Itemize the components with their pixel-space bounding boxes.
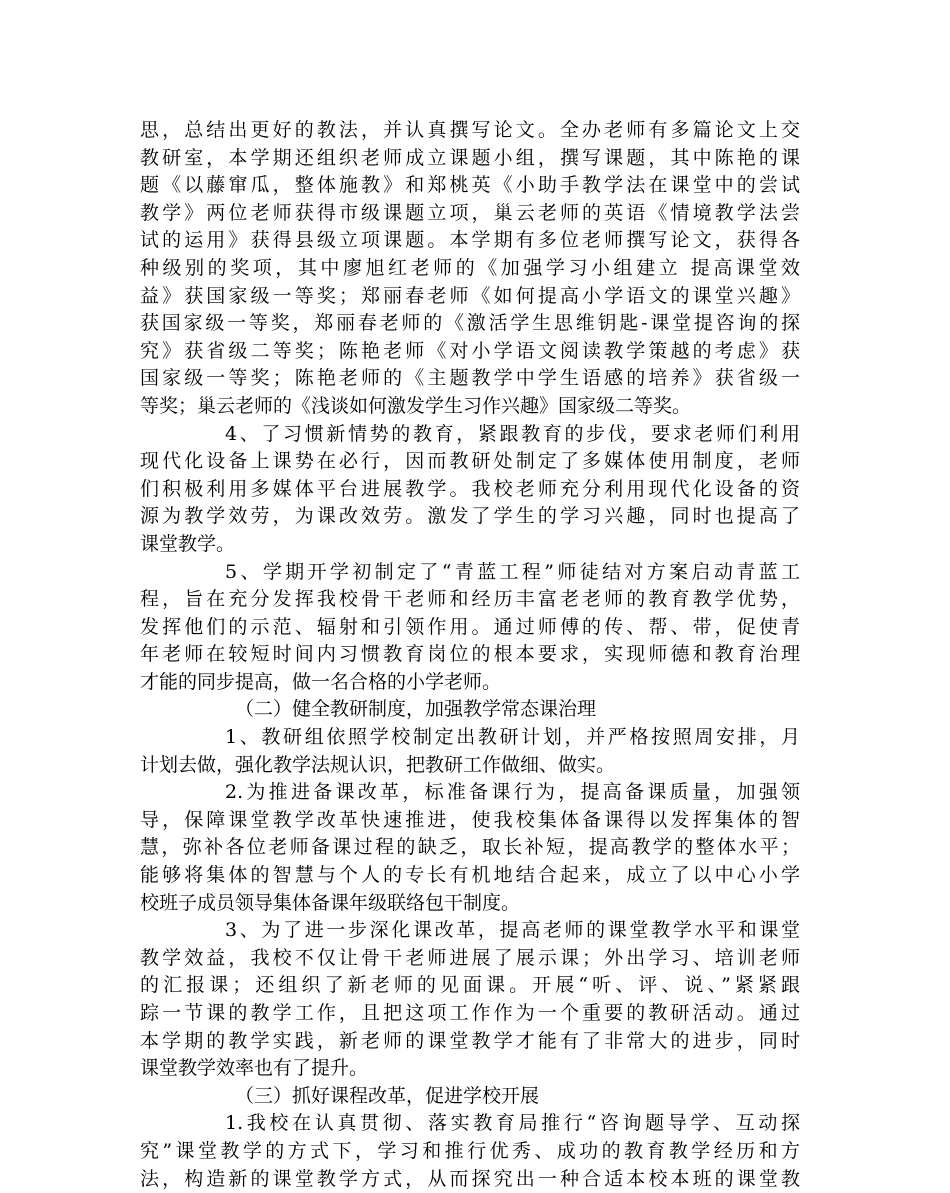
document-body-text [140, 117, 800, 1193]
paragraph-line: 导，保障课堂教学改革快速推进，使我校集体备课得以发挥集体的智 [140, 808, 800, 831]
paragraph-line: 试的运用》获得县级立项课题。本学期有多位老师撰写论文，获得各 [140, 229, 800, 252]
paragraph-line: 们积极利用多媒体平台进展教学。我校老师充分利用现代化设备的资 [140, 477, 800, 500]
paragraph-line: 获国家级一等奖，郑丽春老师的《激活学生思维钥匙-课堂提咨询的探 [140, 312, 800, 335]
paragraph-line: 计划去做，强化教学法规认识，把教研工作做细、做实。 [140, 753, 616, 776]
paragraph-line: 源为教学效劳，为课改效劳。激发了学生的学习兴趣，同时也提高了 [140, 505, 800, 528]
paragraph-line: 5、学期开学初制定了“青蓝工程”师徒结对方案启动青蓝工 [225, 560, 800, 583]
paragraph-line: 本学期的教学实践，新老师的课堂教学才能有了非常大的进步，同时 [140, 1029, 800, 1052]
paragraph-line: 踪一节课的教学工作，且把这项工作作为一个重要的教研活动。通过 [140, 1002, 800, 1024]
section-heading: （三）抓好课程改革，促进学校开展 [235, 1084, 540, 1107]
paragraph-line: 程，旨在充分发挥我校骨干老师和经历丰富老老师的教育教学优势， [140, 588, 800, 611]
paragraph-line: 教研室，本学期还组织老师成立课题小组，撰写课题，其中陈艳的课 [140, 146, 800, 169]
paragraph-line: 教学》两位老师获得市级课题立项，巢云老师的英语《情境教学法尝 [140, 201, 800, 224]
paragraph-line: 3、为了进一步深化课改革，提高老师的课堂教学水平和课堂 [225, 919, 800, 942]
paragraph-line: 教学效益，我校不仅让骨干老师进展了展示课；外出学习、培训老师 [140, 946, 800, 969]
paragraph-line: 国家级一等奖；陈艳老师的《主题教学中学生语感的培养》获省级一 [140, 367, 800, 390]
paragraph-line: 究”课堂教学的方式下，学习和推行优秀、成功的教育教学经历和方 [140, 1139, 800, 1162]
paragraph-line: 1、教研组依照学校制定出教研计划，并严格按照周安排，月 [225, 726, 800, 749]
paragraph-line: 题《以藤窜瓜，整体施教》和郑桃英《小助手教学法在课堂中的尝试 [140, 174, 800, 197]
paragraph-line: 课堂教学。 [140, 532, 236, 555]
paragraph-line: 思，总结出更好的教法，并认真撰写论文。全办老师有多篇论文上交 [140, 119, 800, 141]
paragraph-line: 发挥他们的示范、辐射和引领作用。通过师傅的传、帮、带，促使青 [140, 615, 800, 638]
paragraph-line: 法，构造新的课堂教学方式，从而探究出一种合适本校本班的课堂教 [140, 1167, 800, 1190]
paragraph-line: 慧，弥补各位老师备课过程的缺乏，取长补短，提高教学的整体水平； [140, 836, 800, 859]
paragraph-line: 的汇报课；还组织了新老师的见面课。开展“听、评、说、”紧紧跟 [140, 974, 800, 997]
paragraph-line: 校班子成员领导集体备课年级联络包干制度。 [140, 891, 521, 914]
paragraph-line: 究》获省级二等奖；陈艳老师《对小学语文阅读教学策越的考虑》获 [140, 339, 800, 362]
paragraph-line: 等奖；巢云老师的《浅谈如何激发学生习作兴趣》国家级二等奖。 [140, 394, 692, 417]
paragraph-line: 4、了习惯新情势的教育，紧跟教育的步伐，要求老师们利用 [225, 422, 800, 445]
paragraph-line: 2.为推进备课改革，标准备课行为，提高备课质量，加强领 [225, 781, 800, 804]
paragraph-line: 年老师在较短时间内习惯教育岗位的根本要求，实现师德和教育治理 [140, 643, 800, 666]
paragraph-line: 益》获国家级一等奖；郑丽春老师《如何提高小学语文的课堂兴趣》 [140, 284, 800, 307]
paragraph-line: 课堂教学效率也有了提升。 [140, 1057, 369, 1080]
paragraph-line: 现代化设备上课势在必行，因而教研处制定了多媒体使用制度，老师 [140, 450, 800, 473]
paragraph-line: 才能的同步提高，做一名合格的小学老师。 [140, 670, 502, 693]
paragraph-line: 能够将集体的智慧与个人的专长有机地结合起来，成立了以中心小学 [140, 864, 800, 887]
section-heading: （二）健全教研制度，加强教学常态课治理 [235, 698, 597, 721]
paragraph-line: 种级别的奖项，其中廖旭红老师的《加强学习小组建立 提高课堂效 [140, 256, 800, 279]
paragraph-line: 1.我校在认真贯彻、落实教育局推行“咨询题导学、互动探 [225, 1112, 800, 1135]
